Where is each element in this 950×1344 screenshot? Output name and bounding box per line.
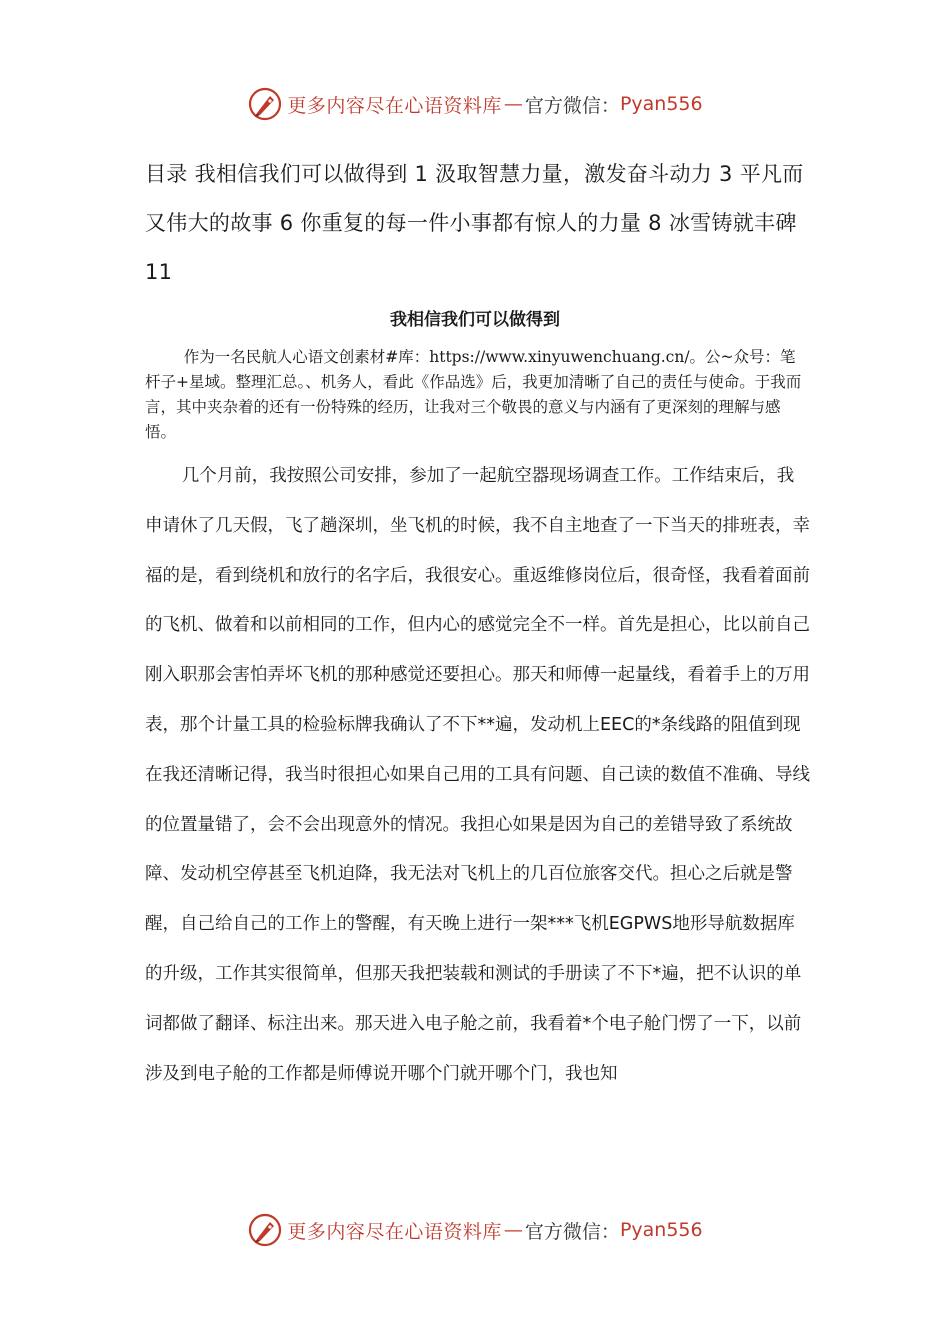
banner-official-label: 官方微信： <box>524 1220 620 1243</box>
banner-wechat-id: Pyan556 <box>619 1219 703 1241</box>
pen-nib-logo-icon <box>247 86 283 122</box>
banner-slogan: 更多内容尽在心语资料库 <box>287 1220 502 1243</box>
header-banner <box>0 82 950 126</box>
banner-wechat-id: Pyan556 <box>619 93 703 115</box>
banner-dash: — <box>503 1219 523 1241</box>
pen-nib-logo-icon <box>247 1212 283 1248</box>
banner-slogan: 更多内容尽在心语资料库 <box>287 94 502 117</box>
article-title: 我相信我们可以做得到 <box>390 310 560 330</box>
footer-banner <box>0 1208 950 1252</box>
table-of-contents: 目录 我相信我们可以做得到 1 汲取智慧力量，激发奋斗动力 3 平凡而又伟大的故事 6 你重复的每一件小事都有惊人的力量 8 冰雪铸就丰碑 11 <box>145 162 804 284</box>
banner-official-label: 官方微信： <box>524 94 620 117</box>
article-body-paragraph: 几个月前，我按照公司安排，参加了一起航空器现场调查工作。工作结束后，我申请休了几天假，飞了趟深圳，坐飞机的时候，我不自主地查了一下当天的排班表，幸福的是，看到绕机和放行的名字后，我很安心。重返维修岗位后，很奇怪，我看着面前的飞机、做着和以前相同的工作，但内心的感觉完全不一样。首先是担心，比以前自己刚入职那会害怕弄坏飞机的那种感觉还要担心。那天和师傅一起量线，看着手上的万用表，那个计量工具的检验标牌我确认了不下**遍，发动机上EEC的*条线路的阻值到现在我还清晰记得，我当时很担心如果自己用的工具有问题、自己读的数值不准确、导线的位置量错了，会不会出现意外的情况。我担心如果是因为自己的差错导致了系统故障、发动机空停甚至飞机迫降，我无法对飞机上的几百位旅客交代。担心之后就是警醒，自己给自己的工作上的警醒，有天晚上进行一架***飞机EGPWS地形导航数据库的升级，工作其实很简单，但那天我把装载和测试的手册读了不下*遍，把不认识的单词都做了翻译、标注出来。那天进入电子舱之前，我看着*个电子舱门愣了一下，以前涉及到电子舱的工作都是师傅说开哪个门就开哪个门，我也知 <box>145 466 810 1084</box>
article-intro-paragraph: 作为一名民航人心语文创素材#库：https://www.xinyuwenchuang.cn/。公~众号：笔杆子+星域。整理汇总。、机务人，看此《作品选》后，我更加清晰了自己的责任与使命。于我而言，其中夹杂着的还有一份特殊的经历，让我对三个敬畏的意义与内涵有了更深刻的理解与感悟。 <box>145 348 802 441</box>
banner-dash: — <box>503 93 523 115</box>
